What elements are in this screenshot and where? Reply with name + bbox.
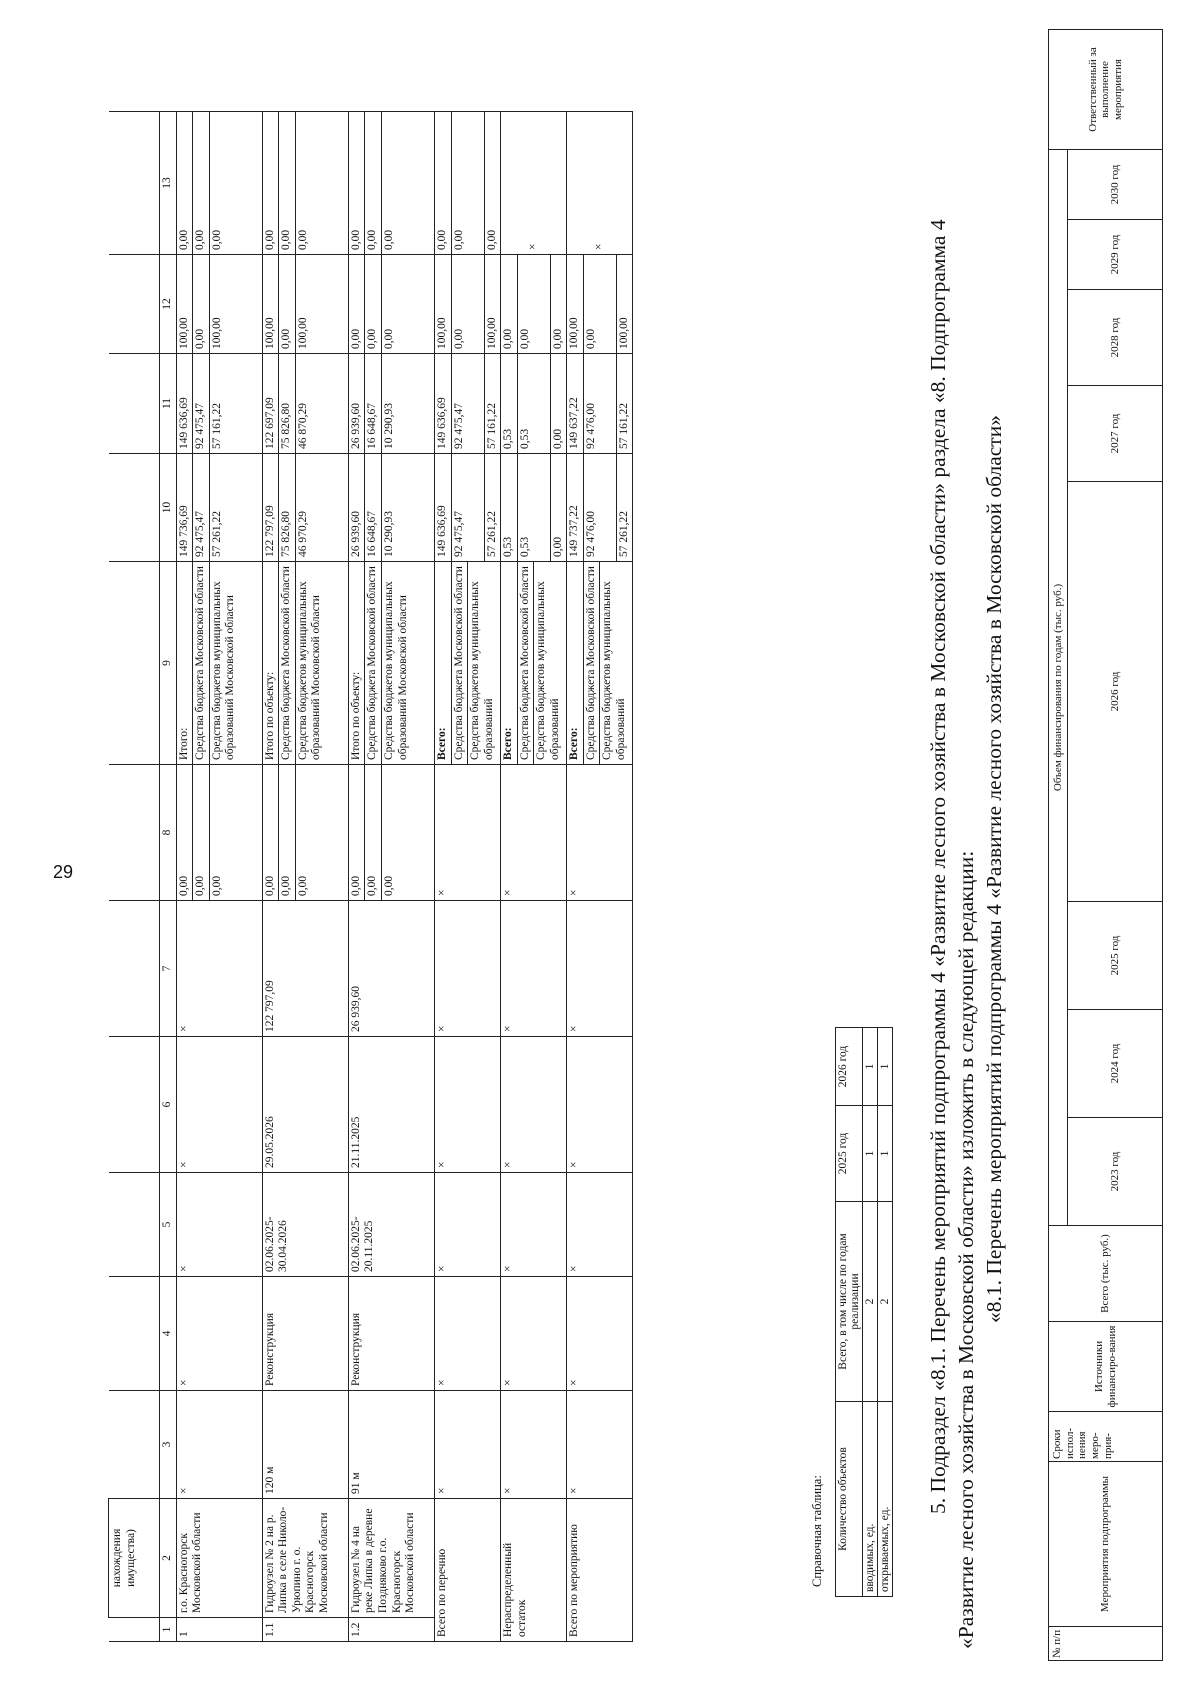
col-number: 6 — [160, 1037, 177, 1173]
col-number: 9 — [160, 562, 177, 765]
year-2026-cell — [176, 255, 262, 354]
object-capacity: × — [176, 1391, 262, 1499]
value-cell: 0,00 — [210, 229, 223, 250]
source-label: Средства бюджетов муниципальных образований — [535, 581, 561, 760]
header-responsible: Ответственный за выполнение мероприятия — [1049, 30, 1163, 150]
cross-mark: × — [567, 112, 633, 255]
cross-mark: × — [501, 1391, 567, 1499]
estimated-cost: 122 797,09 — [262, 901, 348, 1037]
value-cell: 0,00 — [485, 229, 498, 250]
source-label: Средства бюджета Московской области — [193, 562, 210, 764]
summary-label: Всего по перечню — [434, 1499, 500, 1642]
value-cell: 0,00 — [451, 255, 484, 353]
header-year: 2028 год — [1068, 290, 1163, 386]
header-volume: Объем финансирования по годам (тыс. руб.) — [1049, 150, 1068, 1226]
source-label: Средства бюджета Московской области — [451, 562, 468, 764]
total-cell — [567, 454, 633, 562]
source-label: Итого: — [177, 562, 193, 764]
ref-header-objects: Количество объектов — [836, 1402, 863, 1597]
value-cell: 57 261,22 — [485, 511, 498, 557]
value-cell: 0,53 — [517, 454, 550, 561]
year-2025-cell — [434, 354, 500, 454]
value-cell: 0,00 — [517, 255, 550, 353]
total-cell — [262, 454, 348, 562]
total-cell — [434, 454, 500, 562]
funded-cell — [176, 765, 262, 901]
value-cell: 100,00 — [210, 317, 223, 349]
cross-mark: × — [567, 1277, 633, 1391]
ref-cell: 1 — [878, 1106, 893, 1202]
cross-mark: × — [501, 1037, 567, 1173]
paragraph-line: «8.1. Перечень мероприятий подпрограммы 4 «Развитие лесного хозяйства в Московской области» — [981, 415, 1006, 1323]
value-cell: 75 826,80 — [279, 454, 296, 561]
remainder-cell — [262, 112, 348, 255]
value-cell: 16 648,67 — [365, 354, 382, 453]
value-cell: 0,00 — [279, 765, 296, 900]
col-number: 1 — [160, 1618, 177, 1642]
object-capacity: 120 м — [262, 1391, 348, 1499]
header-year: 2030 год — [1068, 150, 1163, 220]
source-label: Итого по объекту: — [349, 562, 365, 764]
work-type: Реконструкция — [262, 1277, 348, 1391]
value-cell: 57 161,22 — [210, 403, 223, 449]
value-cell: 0,00 — [193, 765, 210, 900]
header-measures: Мероприятия подпрограммы — [1049, 1462, 1163, 1627]
cross-mark: × — [567, 1037, 633, 1173]
value-cell: 75 826,80 — [279, 354, 296, 453]
header-year: 2024 год — [1068, 1010, 1163, 1118]
value-cell: 26 939,60 — [349, 454, 365, 561]
row-number: 1.1 — [262, 1618, 348, 1642]
col-number: 8 — [160, 765, 177, 901]
value-cell: 0,53 — [501, 454, 517, 561]
page-number: 29 — [52, 862, 74, 882]
table-row — [262, 112, 348, 1642]
value-cell: 122 797,09 — [263, 454, 279, 561]
table-row — [878, 1028, 893, 1597]
opening-date: 29.05.2026 — [262, 1037, 348, 1173]
year-2026-cell — [348, 255, 434, 354]
funded-cell — [262, 765, 348, 901]
table-row — [348, 112, 434, 1642]
year-2026-cell — [434, 255, 500, 354]
value-cell: 122 697,09 — [263, 354, 279, 453]
summary-row — [567, 112, 633, 1642]
cross-mark: × — [501, 765, 567, 901]
value-cell: 0,00 — [263, 112, 279, 254]
value-cell: 57 261,22 — [617, 511, 630, 557]
value-cell: 0,00 — [382, 229, 395, 250]
col-number: 13 — [160, 112, 177, 255]
object-name: Гидроузел № 4 на реке Липка в деревне Поздняково г.о. Красногорск Московской области — [348, 1499, 434, 1618]
total-cell — [348, 454, 434, 562]
summary-row — [434, 112, 500, 1642]
table-row — [863, 1028, 878, 1597]
cross-mark: × — [434, 1391, 500, 1499]
value-cell: 100,00 — [485, 317, 498, 349]
remainder-cell — [348, 112, 434, 255]
col-number: 5 — [160, 1173, 177, 1277]
value-cell: 0,00 — [279, 255, 296, 353]
header-location: нахождения имущества) — [109, 1499, 160, 1618]
source-label: Средства бюджета Московской области — [365, 562, 382, 764]
value-cell: 0,00 — [365, 765, 382, 900]
header-year: 2023 год — [1068, 1118, 1163, 1226]
work-period: 02.06.2025-20.11.2025 — [348, 1173, 434, 1277]
source-label: Средства бюджетов муниципальных образований Московской области — [210, 581, 237, 760]
value-cell: 26 939,60 — [349, 354, 365, 453]
source-label: Итого по объекту: — [263, 562, 279, 764]
opening-date: × — [176, 1037, 262, 1173]
funding-sources — [262, 562, 348, 765]
value-cell: 92 476,00 — [583, 354, 616, 453]
source-label: Средства бюджетов муниципальных образований Московской области — [296, 581, 323, 760]
value-cell: 0,00 — [263, 765, 279, 900]
source-label: Средства бюджетов муниципальных образований — [469, 581, 495, 760]
header-terms: Сроки испол-нения меро-прия- — [1049, 1412, 1163, 1462]
year-2025-cell — [262, 354, 348, 454]
summary-row — [501, 112, 567, 1642]
value-cell: 92 475,47 — [193, 354, 210, 453]
estimated-cost: × — [176, 901, 262, 1037]
value-cell: 0,00 — [177, 765, 193, 900]
year-2026-cell — [567, 255, 633, 354]
reference-table-label: Справочная таблица: — [810, 1475, 824, 1587]
cross-mark: × — [501, 901, 567, 1037]
source-label: Всего: — [567, 562, 583, 764]
value-cell: 0,00 — [451, 112, 484, 254]
source-label: Всего: — [501, 562, 517, 764]
source-label: Средства бюджета Московской области — [583, 562, 600, 764]
value-cell: 149 736,69 — [177, 454, 193, 561]
value-cell: 0,00 — [279, 112, 296, 254]
objects-table — [108, 111, 633, 1642]
paragraph-line: 5. Подраздел «8.1. Перечень мероприятий подпрограммы 4 «Развитие лесного хозяйства в Московской области» раздела «8. Подпрограмма 4 — [926, 219, 950, 1514]
value-cell: 46 870,29 — [296, 403, 309, 449]
header-year: 2026 год — [1068, 482, 1163, 902]
value-cell: 0,00 — [349, 112, 365, 254]
ref-cell: 1 — [878, 1028, 893, 1106]
ref-header-total: Всего, в том числе по годам реализации — [836, 1202, 863, 1402]
funding-sources — [501, 562, 567, 765]
source-label: Средства бюджетов муниципальных образований Московской области — [382, 581, 409, 760]
col-number: 12 — [160, 255, 177, 354]
value-cell: 0,00 — [193, 112, 210, 254]
value-cell: 57 161,22 — [485, 403, 498, 449]
source-label: Всего: — [435, 562, 451, 764]
ref-row-label: вводимых, ед. — [863, 1402, 878, 1597]
value-cell: 0,00 — [501, 255, 517, 353]
value-cell: 0,00 — [551, 428, 564, 449]
cross-mark: × — [501, 1173, 567, 1277]
value-cell: 0,00 — [583, 255, 616, 353]
cross-mark: × — [567, 901, 633, 1037]
total-cell — [501, 454, 567, 562]
ref-cell: 2 — [863, 1202, 878, 1402]
value-cell: 16 648,67 — [365, 454, 382, 561]
funding-sources — [434, 562, 500, 765]
year-2025-cell — [348, 354, 434, 454]
value-cell: 0,53 — [517, 354, 550, 453]
total-cell — [176, 454, 262, 562]
funding-sources — [567, 562, 633, 765]
value-cell: 0,00 — [349, 255, 365, 353]
value-cell: 92 475,47 — [193, 454, 210, 561]
year-2025-cell — [501, 354, 567, 454]
ref-cell: 1 — [863, 1106, 878, 1202]
summary-label: Всего по мероприятию — [567, 1499, 633, 1642]
value-cell: 92 475,47 — [451, 354, 484, 453]
source-label: Средства бюджета Московской области — [279, 562, 296, 764]
value-cell: 0,00 — [210, 875, 223, 896]
row-number: 1.2 — [348, 1618, 434, 1642]
header-year: 2029 год — [1068, 220, 1163, 290]
value-cell: 149 636,69 — [435, 454, 451, 561]
value-cell: 57 261,22 — [210, 511, 223, 557]
object-name: г.о. Красногорск Московской области — [176, 1499, 262, 1618]
value-cell: 10 290,93 — [382, 403, 395, 449]
value-cell: 57 161,22 — [617, 403, 630, 449]
opening-date: 21.11.2025 — [348, 1037, 434, 1173]
cross-mark: × — [434, 765, 500, 901]
col-number: 11 — [160, 354, 177, 454]
ref-header-2025: 2025 год — [836, 1106, 863, 1202]
remainder-cell — [176, 112, 262, 255]
header-sources: Источники финансиро-вания — [1049, 1322, 1163, 1412]
year-2026-cell — [501, 255, 567, 354]
ref-cell: 1 — [863, 1028, 878, 1106]
value-cell: 0,00 — [349, 765, 365, 900]
header-number: № п/п — [1049, 1627, 1163, 1661]
cross-mark: × — [501, 1277, 567, 1391]
value-cell: 0,53 — [501, 354, 517, 453]
value-cell: 100,00 — [435, 255, 451, 353]
value-cell: 149 637,22 — [567, 354, 583, 453]
year-2025-cell — [567, 354, 633, 454]
value-cell: 149 636,69 — [177, 354, 193, 453]
funding-sources — [348, 562, 434, 765]
col-number: 7 — [160, 901, 177, 1037]
value-cell: 0,00 — [551, 536, 564, 557]
value-cell: 92 475,47 — [451, 454, 484, 561]
table-header-row — [109, 112, 160, 1642]
work-period: 02.06.2025-30.04.2026 — [262, 1173, 348, 1277]
ref-header-2026: 2026 год — [836, 1028, 863, 1106]
value-cell: 0,00 — [296, 875, 309, 896]
value-cell: 100,00 — [296, 317, 309, 349]
cross-mark: × — [501, 112, 567, 255]
measures-table-header — [1048, 29, 1163, 1661]
summary-label: Нераспределенный остаток — [501, 1499, 567, 1642]
col-number: 10 — [160, 454, 177, 562]
cross-mark: × — [434, 1277, 500, 1391]
year-2026-cell — [262, 255, 348, 354]
value-cell: 0,00 — [193, 255, 210, 353]
object-name: Гидроузел № 2 на р. Липка в селе Николо-Урюпино г. о. Красногорск Московской области — [262, 1499, 348, 1618]
work-period: × — [176, 1173, 262, 1277]
col-number: 3 — [160, 1391, 177, 1499]
cross-mark: × — [434, 901, 500, 1037]
col-number: 4 — [160, 1277, 177, 1391]
estimated-cost: 26 939,60 — [348, 901, 434, 1037]
year-2025-cell — [176, 354, 262, 454]
value-cell: 0,00 — [365, 112, 382, 254]
ref-cell: 2 — [878, 1202, 893, 1402]
value-cell: 0,00 — [365, 255, 382, 353]
cross-mark: × — [434, 1173, 500, 1277]
cross-mark: × — [434, 1037, 500, 1173]
cross-mark: × — [567, 1173, 633, 1277]
value-cell: 0,00 — [296, 229, 309, 250]
value-cell: 92 476,00 — [583, 454, 616, 561]
value-cell: 100,00 — [263, 255, 279, 353]
cross-mark: × — [567, 1391, 633, 1499]
col-number: 2 — [160, 1499, 177, 1618]
header-total: Всего (тыс. руб.) — [1049, 1226, 1163, 1322]
header-year: 2025 год — [1068, 902, 1163, 1010]
value-cell: 10 290,93 — [382, 511, 395, 557]
value-cell: 0,00 — [382, 328, 395, 349]
paragraph-line: «Развитие лесного хозяйства в Московской области» изложить в следующей редакции: — [953, 850, 978, 1649]
row-number: 1 — [176, 1618, 262, 1642]
source-label: Средства бюджета Московской области — [517, 562, 534, 764]
funding-sources — [176, 562, 262, 765]
amendment-paragraph — [925, 89, 1009, 1649]
work-type: Реконструкция — [348, 1277, 434, 1391]
ref-row-label: открываемых, ед. — [878, 1402, 893, 1597]
value-cell: 100,00 — [617, 317, 630, 349]
source-label: Средства бюджетов муниципальных образований — [601, 581, 627, 760]
object-capacity: 91 м — [348, 1391, 434, 1499]
value-cell: 100,00 — [567, 255, 583, 353]
remainder-cell — [434, 112, 500, 255]
value-cell: 0,00 — [435, 112, 451, 254]
value-cell: 149 737,22 — [567, 454, 583, 561]
value-cell: 0,00 — [551, 328, 564, 349]
header-year: 2027 год — [1068, 386, 1163, 482]
work-type: × — [176, 1277, 262, 1391]
value-cell: 149 636,69 — [435, 354, 451, 453]
cross-mark: × — [567, 765, 633, 901]
table-row — [176, 112, 262, 1642]
column-number-row — [160, 112, 177, 1642]
reference-table — [835, 1027, 893, 1597]
funded-cell — [348, 765, 434, 901]
value-cell: 0,00 — [177, 112, 193, 254]
value-cell: 100,00 — [177, 255, 193, 353]
value-cell: 46 970,29 — [296, 511, 309, 557]
value-cell: 0,00 — [382, 875, 395, 896]
